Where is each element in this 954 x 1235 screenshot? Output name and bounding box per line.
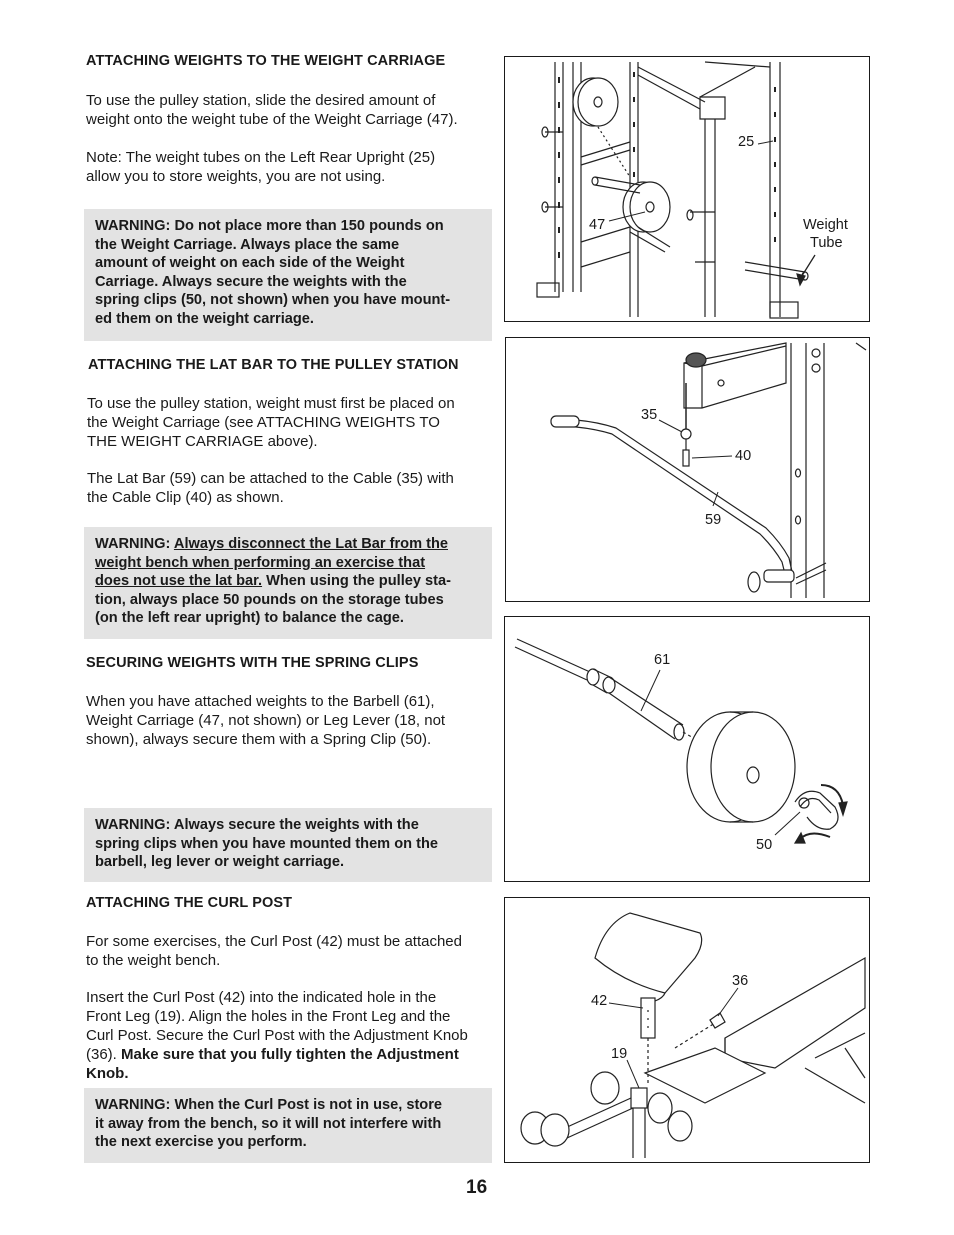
lat-bar-illustration (506, 338, 871, 603)
paragraph-curl-post-intro: For some exercises, the Curl Post (42) must be attached to the weight bench. (86, 933, 462, 969)
warning-box-curl-post: WARNING: When the Curl Post is not in use, store it away from the bench, so it will not interfere with the next exercise you perform. (84, 1088, 492, 1163)
figure-curl-post (504, 897, 870, 1163)
paragraph-lat-bar-attach: The Lat Bar (59) can be attached to the Cable (35) with the Cable Clip (40) as shown. (87, 470, 454, 506)
paragraph-lat-bar-intro: To use the pulley station, weight must first be placed on the Weight Carriage (see ATTACHING WEIGHTS TO THE WEIGHT CARRIAGE above). (87, 395, 455, 450)
heading-curl-post: ATTACHING THE CURL POST (86, 895, 293, 911)
heading-lat-bar: ATTACHING THE LAT BAR TO THE PULLEY STATION (88, 357, 459, 373)
warning-box-lat-bar: WARNING: Always disconnect the Lat Bar from the weight bench when performing an exercise that does not use the lat bar. When using the pulley sta- tion, always place 50 pounds on the storage tubes (on the left rear upright) to balance the cage. (84, 527, 492, 639)
warning-box-weight-carriage: WARNING: Do not place more than 150 pounds on the Weight Carriage. Always place the same amount of weight on each side of the Weight Carriage. Always secure the weights with the spring clips (50, not shown) when you have mount- ed them on the weight carriage. (84, 209, 492, 341)
label-47: 47 (589, 217, 606, 233)
label-42: 42 (591, 993, 608, 1009)
heading-weights-carriage: ATTACHING WEIGHTS TO THE WEIGHT CARRIAGE (86, 53, 446, 69)
spring-clips-illustration (505, 617, 871, 883)
figure-spring-clips (504, 616, 870, 882)
label-61: 61 (654, 652, 671, 668)
paragraph-curl-post-insert: Insert the Curl Post (42) into the indicated hole in the Front Leg (19). Align the holes in the Front Leg and the Curl Post. Secure the Curl Post with the Adjustment Knob (36). Make sure that you fully tighten the Adjustment Knob. (86, 989, 468, 1082)
label-25: 25 (738, 134, 755, 150)
label-59: 59 (705, 512, 722, 528)
paragraph-pulley-station: To use the pulley station, slide the desired amount of weight onto the weight tube of the Weight Carriage (47). (86, 92, 458, 128)
label-tube: Tube (810, 235, 843, 251)
label-19: 19 (611, 1046, 628, 1062)
weight-carriage-illustration (505, 57, 871, 323)
label-35: 35 (641, 407, 658, 423)
warning-box-spring-clips: WARNING: Always secure the weights with the spring clips when you have mounted them on the barbell, leg lever or weight carriage. (84, 808, 492, 882)
label-weight: Weight (803, 217, 848, 233)
figure-lat-bar (505, 337, 870, 602)
figure-weight-carriage (504, 56, 870, 322)
paragraph-spring-clips: When you have attached weights to the Barbell (61), Weight Carriage (47, not shown) or Leg Lever (18, not shown), always secure them with a Spring Clip (50). (86, 693, 446, 748)
label-36: 36 (732, 973, 749, 989)
label-40: 40 (735, 448, 752, 464)
paragraph-note: Note: The weight tubes on the Left Rear Upright (25) allow you to store weights, you are not using. (86, 149, 436, 185)
heading-spring-clips: SECURING WEIGHTS WITH THE SPRING CLIPS (86, 655, 419, 671)
label-50: 50 (756, 837, 773, 853)
page-number: 16 (466, 1177, 488, 1198)
curl-post-illustration (505, 898, 871, 1164)
